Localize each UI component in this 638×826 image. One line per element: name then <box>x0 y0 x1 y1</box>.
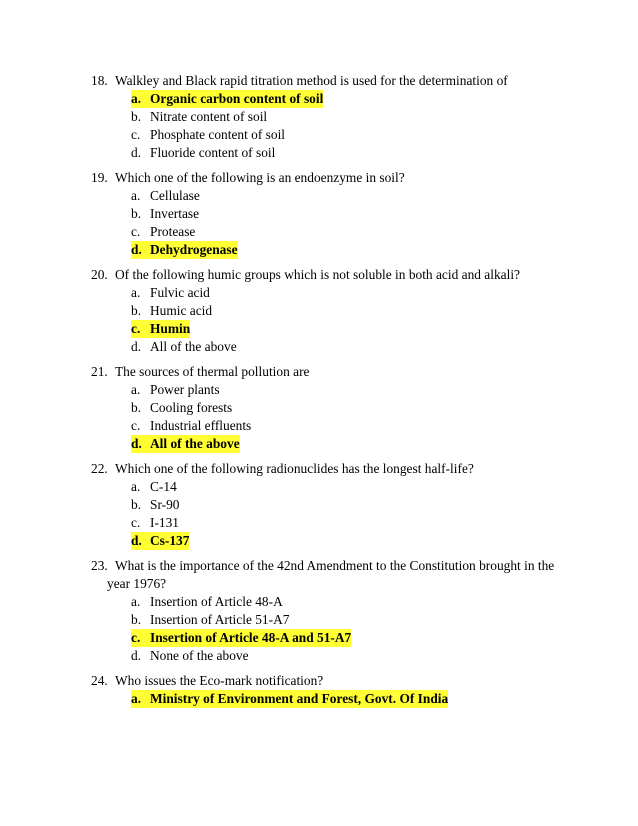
correct-answer-option <box>131 690 591 708</box>
answer-content <box>131 514 179 532</box>
option-list <box>131 187 591 259</box>
option-letter: b. <box>131 206 142 221</box>
question-line <box>91 72 591 90</box>
option-text: Humin <box>150 321 191 336</box>
option-text: Insertion of Article 51-A7 <box>150 612 290 627</box>
answer-content <box>131 496 180 514</box>
answer-option <box>131 381 591 399</box>
option-text: Humic acid <box>150 303 213 318</box>
answer-option <box>131 284 591 302</box>
answer-content <box>131 478 177 496</box>
option-list <box>131 284 591 356</box>
question-text: Which one of the following is an endoenzyme in soil? <box>115 170 405 185</box>
answer-content <box>131 593 283 611</box>
answer-content <box>131 223 195 241</box>
answer-option <box>131 593 591 611</box>
option-letter: c. <box>131 224 141 239</box>
option-text: Dehydrogenase <box>150 242 238 257</box>
option-text: Ministry of Environment and Forest, Govt. Of India <box>150 691 449 706</box>
option-letter: d. <box>131 648 142 663</box>
option-letter: d. <box>131 533 142 548</box>
question-line <box>91 169 591 187</box>
option-letter: b. <box>131 109 142 124</box>
answer-highlight <box>131 435 240 453</box>
option-text: Nitrate content of soil <box>150 109 268 124</box>
question-number: 23. <box>91 558 108 573</box>
option-letter: b. <box>131 400 142 415</box>
question-line <box>91 266 591 284</box>
option-text: Cs-137 <box>150 533 190 548</box>
option-letter: d. <box>131 145 142 160</box>
answer-option <box>131 205 591 223</box>
question-number: 19. <box>91 170 108 185</box>
answer-option <box>131 496 591 514</box>
answer-highlight <box>131 241 238 259</box>
question-number: 21. <box>91 364 108 379</box>
question-24 <box>91 672 591 708</box>
option-text: Fulvic acid <box>150 285 210 300</box>
answer-content <box>131 108 267 126</box>
answer-highlight <box>131 320 190 338</box>
option-text: All of the above <box>150 339 237 354</box>
answer-option <box>131 611 591 629</box>
question-line <box>91 672 591 690</box>
correct-answer-option <box>131 90 591 108</box>
option-text: None of the above <box>150 648 249 663</box>
question-line <box>91 557 591 575</box>
answer-option <box>131 223 591 241</box>
option-text: Power plants <box>150 382 220 397</box>
answer-option <box>131 302 591 320</box>
option-letter: b. <box>131 303 142 318</box>
option-text: I-131 <box>150 515 180 530</box>
correct-answer-option <box>131 241 591 259</box>
correct-answer-option <box>131 532 591 550</box>
option-text: Insertion of Article 48-A and 51-A7 <box>150 630 352 645</box>
option-list <box>131 381 591 453</box>
question-text: Of the following humic groups which is not soluble in both acid and alkali? <box>115 267 520 282</box>
option-letter: a. <box>131 91 142 106</box>
option-letter: d. <box>131 339 142 354</box>
answer-content <box>131 284 210 302</box>
option-letter: a. <box>131 594 141 609</box>
option-letter: d. <box>131 436 142 451</box>
answer-highlight <box>131 690 448 708</box>
answer-content <box>131 399 232 417</box>
option-text: C-14 <box>150 479 177 494</box>
option-list <box>131 690 591 708</box>
answer-option <box>131 108 591 126</box>
answer-option <box>131 417 591 435</box>
answer-content <box>131 381 220 399</box>
answer-content <box>131 126 285 144</box>
option-text: Cooling forests <box>150 400 233 415</box>
option-letter: a. <box>131 188 141 203</box>
question-text: What is the importance of the 42nd Amendment to the Constitution brought in the <box>115 558 555 573</box>
option-text: Phosphate content of soil <box>150 127 286 142</box>
option-text: Organic carbon content of soil <box>150 91 324 106</box>
question-number: 24. <box>91 673 108 688</box>
question-text-continued: year 1976? <box>107 576 167 591</box>
answer-content <box>131 338 237 356</box>
question-23 <box>91 557 591 665</box>
question-number: 18. <box>91 73 108 88</box>
option-letter: b. <box>131 612 142 627</box>
option-letter: c. <box>131 418 141 433</box>
correct-answer-option <box>131 629 591 647</box>
question-text: Which one of the following radionuclides has the longest half-life? <box>115 461 474 476</box>
answer-option <box>131 514 591 532</box>
option-letter: c. <box>131 515 141 530</box>
option-letter: d. <box>131 242 142 257</box>
answer-option <box>131 187 591 205</box>
option-letter: b. <box>131 497 142 512</box>
option-list <box>131 593 591 665</box>
option-letter: a. <box>131 382 141 397</box>
option-text: Cellulase <box>150 188 200 203</box>
answer-option <box>131 144 591 162</box>
answer-content <box>131 611 289 629</box>
question-22 <box>91 460 591 550</box>
answer-content <box>131 144 275 162</box>
correct-answer-option <box>131 320 591 338</box>
question-line <box>91 363 591 381</box>
option-list <box>131 90 591 162</box>
question-text: The sources of thermal pollution are <box>115 364 310 379</box>
answer-option <box>131 399 591 417</box>
question-19 <box>91 169 591 259</box>
question-number: 22. <box>91 461 108 476</box>
answer-option <box>131 478 591 496</box>
answer-option <box>131 338 591 356</box>
question-text: Who issues the Eco-mark notification? <box>115 673 324 688</box>
option-letter: c. <box>131 321 141 336</box>
option-text: Sr-90 <box>150 497 180 512</box>
option-letter: c. <box>131 127 141 142</box>
option-letter: a. <box>131 285 141 300</box>
answer-highlight <box>131 90 323 108</box>
answer-highlight <box>131 532 189 550</box>
option-text: Industrial effluents <box>150 418 252 433</box>
question-text: Walkley and Black rapid titration method is used for the determination of <box>115 73 508 88</box>
option-letter: c. <box>131 630 141 645</box>
answer-content <box>131 187 200 205</box>
answer-highlight <box>131 629 351 647</box>
option-text: Fluoride content of soil <box>150 145 276 160</box>
option-letter: a. <box>131 479 141 494</box>
answer-option <box>131 126 591 144</box>
answer-option <box>131 647 591 665</box>
question-20 <box>91 266 591 356</box>
answer-content <box>131 302 212 320</box>
answer-content <box>131 417 251 435</box>
question-list <box>91 72 591 715</box>
option-text: Insertion of Article 48-A <box>150 594 283 609</box>
question-number: 20. <box>91 267 108 282</box>
option-text: Invertase <box>150 206 200 221</box>
answer-content <box>131 647 249 665</box>
option-text: All of the above <box>150 436 240 451</box>
question-21 <box>91 363 591 453</box>
correct-answer-option <box>131 435 591 453</box>
question-line <box>91 460 591 478</box>
option-letter: a. <box>131 691 142 706</box>
option-list <box>131 478 591 550</box>
option-text: Protease <box>150 224 196 239</box>
answer-content <box>131 205 199 223</box>
question-18 <box>91 72 591 162</box>
